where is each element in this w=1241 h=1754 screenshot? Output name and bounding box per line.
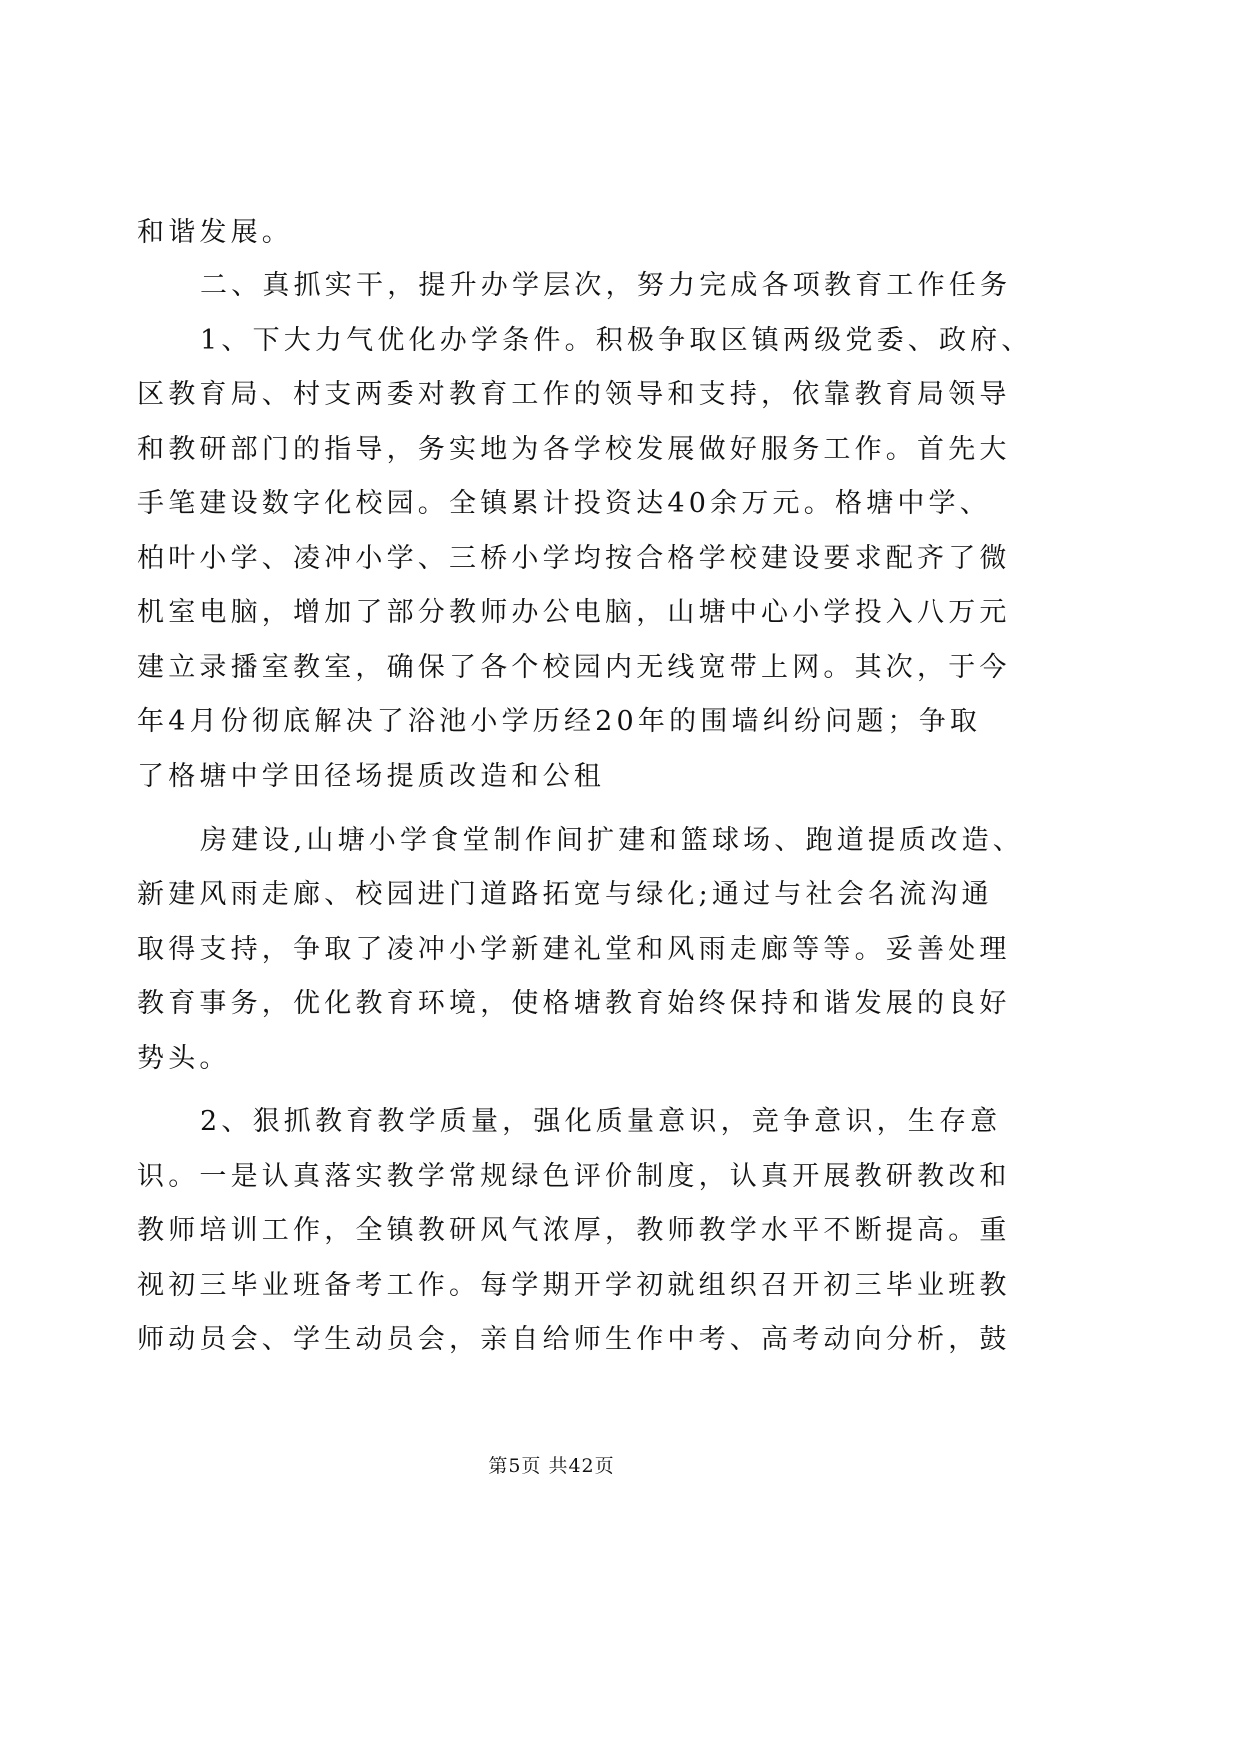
page-footer: 第5页 共42页 <box>488 1455 615 1477</box>
text-line: 机室电脑，增加了部分教师办公电脑，山塘中心小学投入八万元 <box>137 597 1011 628</box>
text-line: 手笔建设数字化校园。全镇累计投资达40余万元。格塘中学、 <box>137 488 991 519</box>
text-line: 势头。 <box>137 1043 231 1074</box>
text-line: 识。一是认真落实教学常规绿色评价制度，认真开展教研教改和 <box>137 1161 1011 1192</box>
text-line: 了格塘中学田径场提质改造和公租 <box>137 761 605 792</box>
text-line: 2、狠抓教育教学质量，强化质量意识，竞争意识，生存意 <box>200 1106 1002 1137</box>
text-line: 新建风雨走廊、校园进门道路拓宽与绿化;通过与社会名流沟通 <box>137 879 993 910</box>
text-line: 建立录播室教室，确保了各个校园内无线宽带上网。其次，于今 <box>137 652 1011 683</box>
text-line: 和谐发展。 <box>137 217 293 248</box>
text-line: 年4月份彻底解决了浴池小学历经20年的围墙纠纷问题；争取 <box>137 706 982 737</box>
text-line: 1、下大力气优化办学条件。积极争取区镇两级党委、政府、 <box>200 325 1033 356</box>
text-line: 取得支持，争取了凌冲小学新建礼堂和风雨走廊等等。妥善处理 <box>137 934 1011 965</box>
section-heading: 二、真抓实干，提升办学层次，努力完成各项教育工作任务 <box>200 270 1012 301</box>
text-line: 教师培训工作，全镇教研风气浓厚，教师教学水平不断提高。重 <box>137 1215 1011 1246</box>
text-line: 师动员会、学生动员会，亲自给师生作中考、高考动向分析，鼓 <box>137 1324 1011 1355</box>
text-line: 区教育局、村支两委对教育工作的领导和支持，依靠教育局领导 <box>137 379 1011 410</box>
text-line: 和教研部门的指导，务实地为各学校发展做好服务工作。首先大 <box>137 434 1011 465</box>
text-line: 教育事务，优化教育环境，使格塘教育始终保持和谐发展的良好 <box>137 988 1011 1019</box>
text-line: 柏叶小学、凌冲小学、三桥小学均按合格学校建设要求配齐了微 <box>137 543 1011 574</box>
text-line: 房建设,山塘小学食堂制作间扩建和篮球场、跑道提质改造、 <box>200 825 1024 856</box>
text-line: 视初三毕业班备考工作。每学期开学初就组织召开初三毕业班教 <box>137 1270 1011 1301</box>
